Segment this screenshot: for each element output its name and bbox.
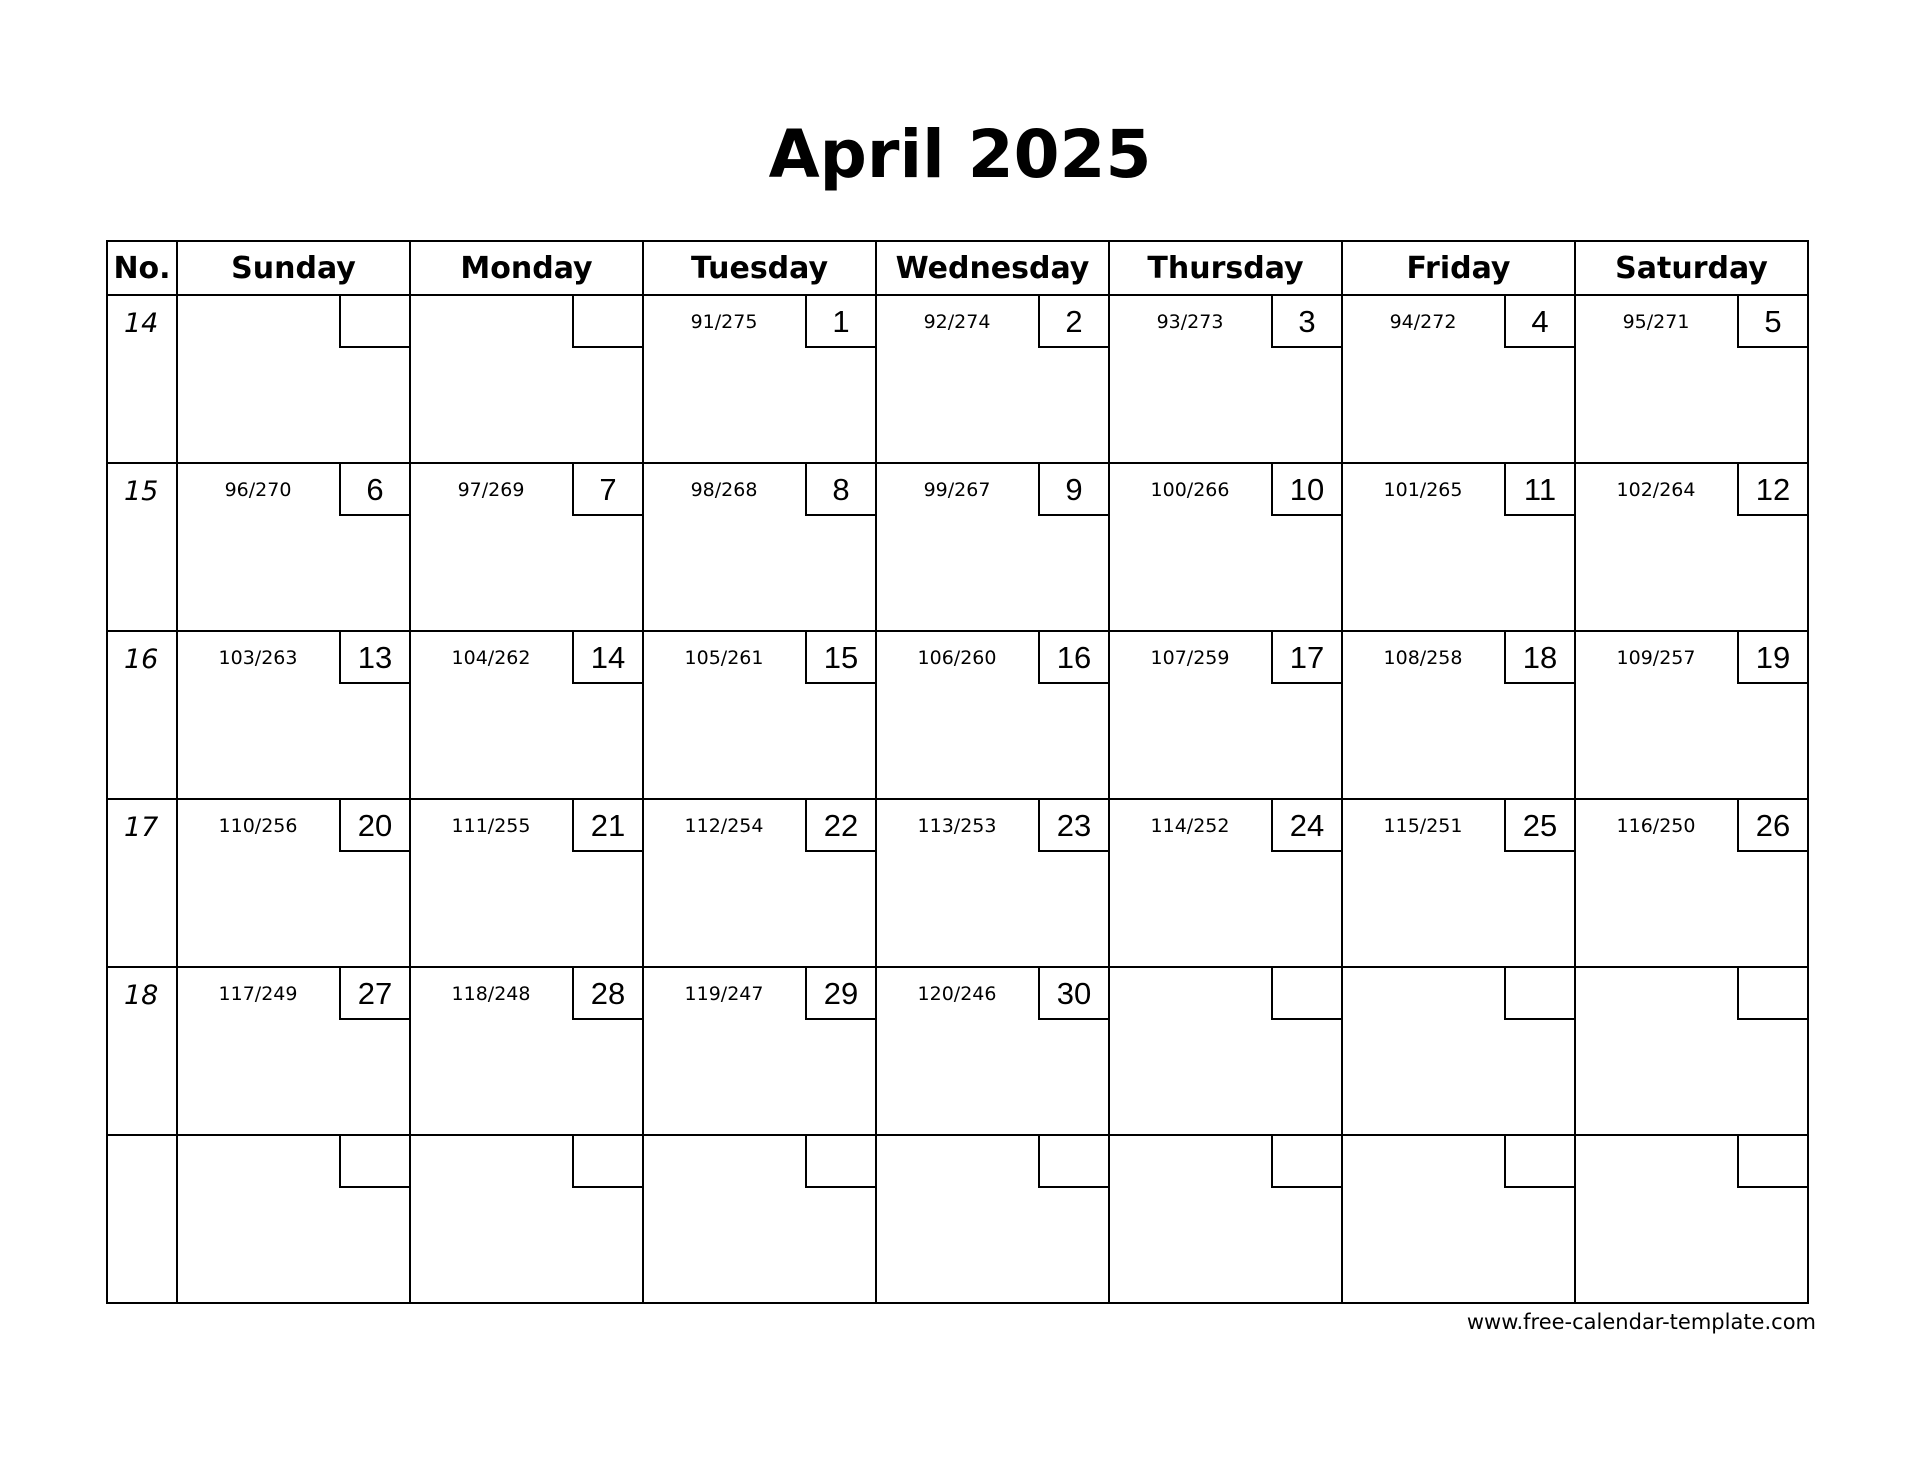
day-of-year-label: 98/268 [690,479,758,501]
day-of-year-label: 112/254 [684,815,764,837]
day-cell-content [1110,632,1341,798]
day-cell-content [1576,464,1807,630]
week-number-cell [107,1135,177,1303]
day-of-year-label: 113/253 [917,815,997,837]
day-of-year-label: 103/263 [218,647,298,669]
day-header-saturday: Saturday [1575,241,1808,295]
day-cell[interactable] [1109,463,1342,631]
day-cell[interactable] [643,1135,876,1303]
day-cell[interactable] [1109,295,1342,463]
day-of-year-label: 99/267 [923,479,991,501]
date-number-box: 1 [805,296,875,348]
day-of-year-label: 92/274 [923,311,991,333]
day-cell[interactable] [1575,1135,1808,1303]
date-number-box [572,1136,642,1188]
day-of-year-label: 110/256 [218,815,298,837]
week-number-cell [107,463,177,631]
day-of-year-label: 94/272 [1389,311,1457,333]
date-number-box: 29 [805,968,875,1020]
day-cell[interactable] [876,967,1109,1135]
day-of-year-label: 119/247 [684,983,764,1005]
day-cell[interactable] [410,295,643,463]
day-cell[interactable] [876,631,1109,799]
day-cell[interactable] [1575,295,1808,463]
date-number-box: 26 [1737,800,1807,852]
date-number-box: 21 [572,800,642,852]
day-of-year-label: 118/248 [451,983,531,1005]
day-of-year-label: 101/265 [1383,479,1463,501]
date-number-box: 8 [805,464,875,516]
day-cell-content [1110,464,1341,630]
day-cell-content [178,968,409,1134]
date-number-box: 20 [339,800,409,852]
day-cell[interactable] [410,967,643,1135]
day-cell[interactable] [177,295,410,463]
day-of-year-label: 95/271 [1622,311,1690,333]
date-number-box: 9 [1038,464,1108,516]
date-number-box: 18 [1504,632,1574,684]
date-number-box: 15 [805,632,875,684]
day-cell-content [877,296,1108,462]
day-of-year-label: 120/246 [917,983,997,1005]
day-header-monday: Monday [410,241,643,295]
day-cell-content [877,968,1108,1134]
week-number: 15 [124,476,159,507]
week-number: 16 [124,644,159,675]
calendar-title: April 2025 [768,116,1152,193]
day-header-tuesday: Tuesday [643,241,876,295]
date-number-box: 16 [1038,632,1108,684]
day-cell[interactable] [1342,799,1575,967]
week-number: 17 [124,812,159,843]
day-cell[interactable] [177,967,410,1135]
day-cell[interactable] [1109,631,1342,799]
day-cell[interactable] [1575,463,1808,631]
day-of-year-label: 111/255 [451,815,531,837]
date-number-box: 4 [1504,296,1574,348]
day-cell-content [1110,296,1341,462]
day-cell-content [1343,296,1574,462]
day-of-year-label: 104/262 [451,647,531,669]
week-row [107,295,1808,463]
day-header-sunday: Sunday [177,241,410,295]
day-cell[interactable] [876,295,1109,463]
day-cell-content [411,464,642,630]
day-cell[interactable] [643,631,876,799]
date-number-box: 23 [1038,800,1108,852]
day-cell[interactable] [643,967,876,1135]
day-cell[interactable] [643,799,876,967]
date-number-box [1038,1136,1108,1188]
day-cell-content [178,1136,409,1302]
week-row [107,463,1808,631]
day-cell[interactable] [643,295,876,463]
week-row [107,799,1808,967]
day-cell-content [644,1136,875,1302]
day-cell-content [411,968,642,1134]
day-cell[interactable] [177,799,410,967]
day-cell-content [178,800,409,966]
day-of-year-label: 100/266 [1150,479,1230,501]
day-cell[interactable] [1109,1135,1342,1303]
date-number-box [1271,1136,1341,1188]
day-cell-content [1343,1136,1574,1302]
day-of-year-label: 107/259 [1150,647,1230,669]
date-number-box: 12 [1737,464,1807,516]
date-number-box: 27 [339,968,409,1020]
day-cell-content [1576,1136,1807,1302]
day-cell-content [1110,800,1341,966]
date-number-box: 28 [572,968,642,1020]
day-cell[interactable] [1109,967,1342,1135]
date-number-box: 3 [1271,296,1341,348]
date-number-box: 13 [339,632,409,684]
day-cell-content [178,296,409,462]
date-number-box: 6 [339,464,409,516]
day-of-year-label: 116/250 [1616,815,1696,837]
footer-url: www.free-calendar-template.com [1466,1310,1816,1334]
day-cell-content [1576,632,1807,798]
day-cell[interactable] [410,463,643,631]
date-number-box: 2 [1038,296,1108,348]
day-cell-content [1110,1136,1341,1302]
date-number-box [339,1136,409,1188]
date-number-box: 11 [1504,464,1574,516]
day-cell[interactable] [876,1135,1109,1303]
date-number-box: 17 [1271,632,1341,684]
date-number-box: 19 [1737,632,1807,684]
day-cell[interactable] [1575,967,1808,1135]
day-cell-content [178,632,409,798]
day-header-thursday: Thursday [1109,241,1342,295]
date-number-box [805,1136,875,1188]
day-cell[interactable] [410,799,643,967]
day-cell[interactable] [1342,463,1575,631]
day-cell-content [1343,632,1574,798]
day-cell[interactable] [410,1135,643,1303]
day-header-friday: Friday [1342,241,1575,295]
week-number-header: No. [107,241,177,295]
day-cell-content [644,464,875,630]
day-cell-content [1343,464,1574,630]
week-row [107,631,1808,799]
day-cell-content [1576,968,1807,1134]
day-cell[interactable] [177,631,410,799]
day-cell-content [877,632,1108,798]
day-of-year-label: 114/252 [1150,815,1230,837]
day-of-year-label: 106/260 [917,647,997,669]
day-cell-content [877,464,1108,630]
date-number-box: 14 [572,632,642,684]
calendar-grid [106,240,1809,1304]
day-header-wednesday: Wednesday [876,241,1109,295]
day-cell-content [1343,800,1574,966]
day-cell-content [644,968,875,1134]
day-cell-content [644,296,875,462]
day-of-year-label: 109/257 [1616,647,1696,669]
day-of-year-label: 108/258 [1383,647,1463,669]
date-number-box [1271,968,1341,1020]
date-number-box: 30 [1038,968,1108,1020]
day-cell[interactable] [876,463,1109,631]
date-number-box: 24 [1271,800,1341,852]
day-cell-content [1343,968,1574,1134]
week-number-cell [107,295,177,463]
day-of-year-label: 115/251 [1383,815,1463,837]
date-number-box [1737,1136,1807,1188]
day-cell-content [877,800,1108,966]
day-of-year-label: 102/264 [1616,479,1696,501]
day-of-year-label: 97/269 [457,479,525,501]
header-row [107,241,1808,295]
date-number-box: 5 [1737,296,1807,348]
week-number-cell [107,631,177,799]
date-number-box [339,296,409,348]
day-cell-content [1110,968,1341,1134]
day-cell[interactable] [1342,295,1575,463]
day-cell-content [1576,296,1807,462]
day-cell[interactable] [643,463,876,631]
week-number: 14 [124,308,159,339]
day-cell-content [411,296,642,462]
week-row [107,1135,1808,1303]
week-row [107,967,1808,1135]
day-cell[interactable] [1575,799,1808,967]
day-cell[interactable] [1342,967,1575,1135]
day-cell-content [644,632,875,798]
day-of-year-label: 117/249 [218,983,298,1005]
week-number [108,1136,176,1148]
day-cell[interactable] [876,799,1109,967]
day-cell[interactable] [1342,631,1575,799]
week-number-cell [107,799,177,967]
day-of-year-label: 105/261 [684,647,764,669]
day-cell[interactable] [1342,1135,1575,1303]
day-of-year-label: 93/273 [1156,311,1224,333]
day-cell-content [877,1136,1108,1302]
day-cell[interactable] [410,631,643,799]
day-cell[interactable] [1109,799,1342,967]
date-number-box [572,296,642,348]
date-number-box: 25 [1504,800,1574,852]
date-number-box: 22 [805,800,875,852]
day-cell[interactable] [177,1135,410,1303]
week-number-cell [107,967,177,1135]
day-cell[interactable] [177,463,410,631]
date-number-box [1737,968,1807,1020]
day-cell-content [411,1136,642,1302]
day-cell[interactable] [1575,631,1808,799]
day-cell-content [411,800,642,966]
date-number-box [1504,1136,1574,1188]
date-number-box [1504,968,1574,1020]
week-number: 18 [124,980,159,1011]
day-cell-content [1576,800,1807,966]
day-cell-content [178,464,409,630]
day-cell-content [411,632,642,798]
date-number-box: 7 [572,464,642,516]
date-number-box: 10 [1271,464,1341,516]
day-of-year-label: 91/275 [690,311,758,333]
day-cell-content [644,800,875,966]
day-of-year-label: 96/270 [224,479,292,501]
